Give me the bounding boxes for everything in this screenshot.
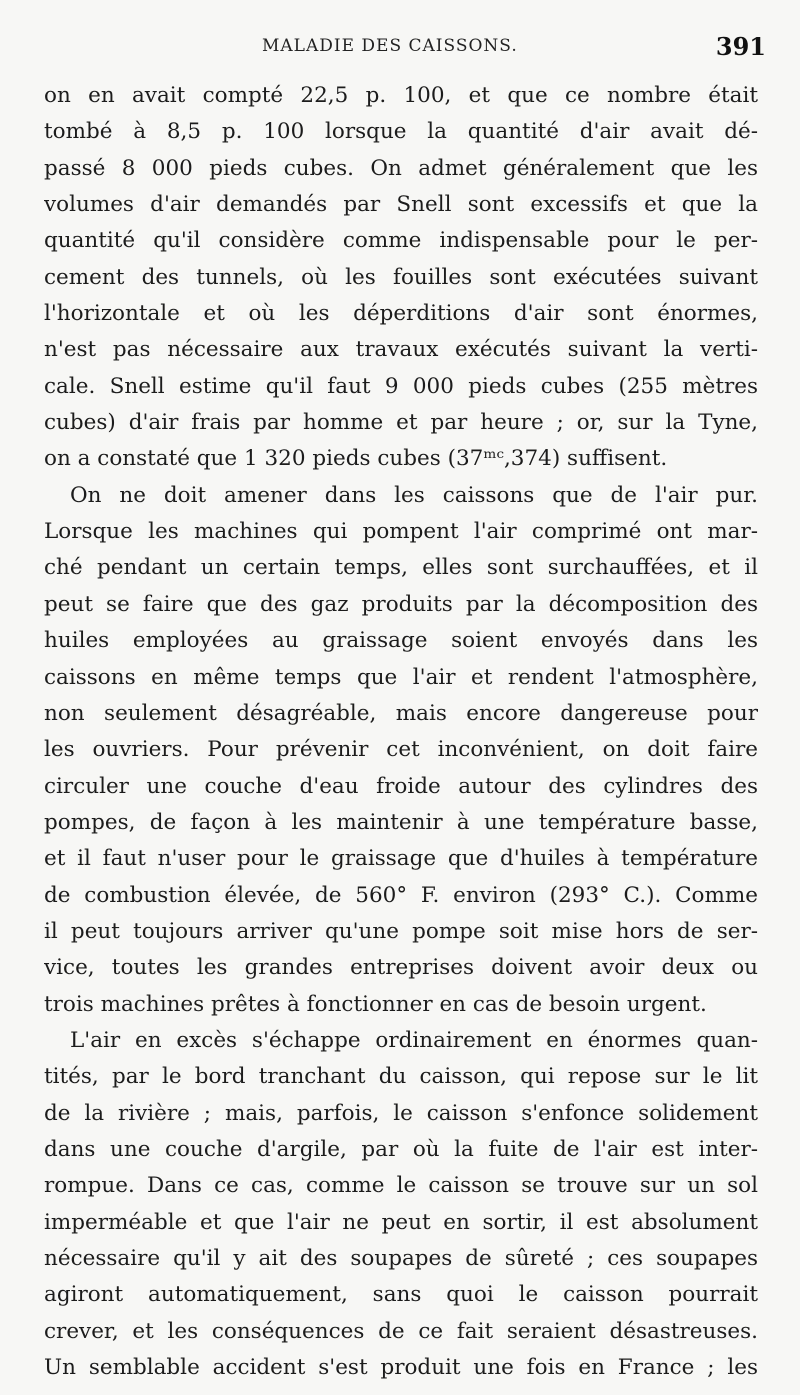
text-line: de combustion élevée, de 560° F. environ (293° C.). Comme <box>44 882 758 908</box>
text-line: on a constaté que 1 320 pieds cubes (37ᵐᶜ,374) suffisent. <box>44 446 668 472</box>
page-number: 391 <box>715 32 766 61</box>
text-line: tités, par le bord tranchant du caisson, qui repose sur le lit <box>44 1064 758 1090</box>
text-line: tombé à 8,5 p. 100 lorsque la quantité d'air avait dé- <box>44 119 758 145</box>
text-line: n'est pas nécessaire aux travaux exécutés suivant la verti- <box>44 337 758 363</box>
body-text <box>44 78 758 1386</box>
text-line: non seulement désagréable, mais encore dangereuse pour <box>44 700 758 726</box>
text-line: agiront automatiquement, sans quoi le caisson pourrait <box>44 1282 758 1308</box>
text-line: dans une couche d'argile, par où la fuite de l'air est inter- <box>44 1136 758 1162</box>
text-line: on en avait compté 22,5 p. 100, et que ce nombre était <box>44 83 758 108</box>
text-line: nécessaire qu'il y ait des soupapes de sûreté ; ces soupapes <box>44 1246 758 1271</box>
text-line: L'air en excès s'échappe ordinairement en énormes quan- <box>70 1027 758 1053</box>
text-line: cubes) d'air frais par homme et par heure ; or, sur la Tyne, <box>44 410 758 436</box>
text-line: crever, et les conséquences de ce fait seraient désastreuses. <box>44 1318 758 1344</box>
text-line: peut se faire que des gaz produits par la décomposition des <box>44 591 758 617</box>
text-line: circuler une couche d'eau froide autour des cylindres des <box>44 773 758 799</box>
text-line: l'horizontale et où les déperditions d'air sont énormes, <box>44 301 758 327</box>
running-title: MALADIE DES CAISSONS. <box>262 36 518 56</box>
text-line: Un semblable accident s'est produit une fois en France ; les <box>44 1355 758 1381</box>
text-line: pompes, de façon à les maintenir à une température basse, <box>44 809 758 835</box>
text-line: On ne doit amener dans les caissons que de l'air pur. <box>70 482 758 508</box>
text-line: trois machines prêtes à fonctionner en cas de besoin urgent. <box>44 991 707 1017</box>
text-line: rompue. Dans ce cas, comme le caisson se trouve sur un sol <box>44 1173 758 1199</box>
text-line: volumes d'air demandés par Snell sont excessifs et que la <box>44 192 758 218</box>
page-header <box>0 30 800 66</box>
text-line: cale. Snell estime qu'il faut 9 000 pieds cubes (255 mètres <box>44 373 758 399</box>
text-line: huiles employées au graissage soient envoyés dans les <box>44 628 758 654</box>
text-line: de la rivière ; mais, parfois, le caisson s'enfonce solidement <box>44 1100 758 1126</box>
text-line: cement des tunnels, où les fouilles sont exécutées suivant <box>44 264 758 290</box>
text-line: passé 8 000 pieds cubes. On admet généralement que les <box>44 155 758 181</box>
text-line: imperméable et que l'air ne peut en sortir, il est absolument <box>44 1209 758 1235</box>
text-line: caissons en même temps que l'air et rendent l'atmosphère, <box>44 664 758 690</box>
text-line: il peut toujours arriver qu'une pompe soit mise hors de ser- <box>44 918 758 944</box>
text-line: les ouvriers. Pour prévenir cet inconvénient, on doit faire <box>44 737 758 763</box>
text-line: vice, toutes les grandes entreprises doivent avoir deux ou <box>44 955 758 981</box>
text-line: et il faut n'user pour le graissage que d'huiles à température <box>44 846 758 872</box>
text-line: ché pendant un certain temps, elles sont surchauffées, et il <box>44 555 758 581</box>
text-line: Lorsque les machines qui pompent l'air comprimé ont mar- <box>44 519 758 545</box>
text-line: quantité qu'il considère comme indispensable pour le per- <box>44 228 758 254</box>
